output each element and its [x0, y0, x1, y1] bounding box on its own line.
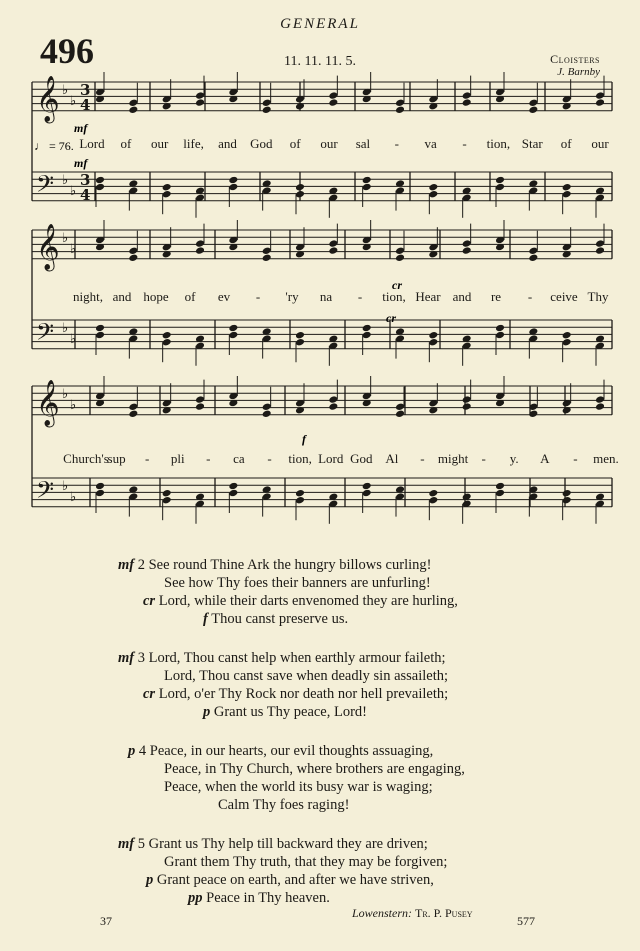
lyric-syllable: - [527, 289, 533, 304]
lyric-syllable: and [218, 136, 237, 151]
notehead [162, 183, 172, 192]
dynamic-mark: mf [118, 836, 135, 852]
notehead [528, 254, 538, 263]
treble-clef-icon: 𝄞 [36, 76, 60, 122]
translator-name: Tr. P. Pusey [415, 906, 473, 920]
notehead [495, 489, 505, 498]
lyric-syllable: - [394, 136, 399, 151]
verse-5-line-3 [146, 871, 434, 889]
notehead [228, 324, 238, 333]
time-signature: 3 [80, 171, 91, 189]
lyric-syllable: na [319, 289, 333, 304]
lyric-syllable: our [151, 136, 169, 151]
notehead [328, 98, 338, 107]
treble-clef-icon: 𝄞 [36, 224, 60, 270]
notehead [162, 489, 172, 498]
notehead [495, 183, 505, 192]
verse-line: Peace, in our hearts, our evil thoughts assuaging, [149, 743, 434, 759]
notehead [495, 482, 505, 491]
lyric-syllable: men. [593, 451, 619, 466]
lyric-syllable: Thy [587, 289, 609, 304]
notehead [395, 410, 405, 419]
notehead [295, 190, 305, 199]
verse-4-line-2 [164, 760, 465, 778]
notehead [428, 183, 438, 192]
verse-line: Peace, in Thy Church, where brothers are engaging, [164, 761, 465, 777]
notehead [528, 99, 538, 108]
notehead [428, 331, 438, 340]
notehead [562, 183, 572, 192]
verse-2-line-1 [118, 556, 431, 574]
verse-4-line-1 [128, 742, 433, 760]
lyric-syllable: va [424, 136, 437, 151]
verse-line: Grant us Thy help till backward they are driven; [148, 836, 428, 852]
notehead [195, 98, 205, 107]
lyric-syllable: - [267, 451, 272, 466]
notehead [95, 331, 105, 340]
lyric-syllable: A [540, 451, 550, 466]
notehead [95, 482, 105, 491]
lyric-syllable: - [420, 451, 425, 466]
notehead [162, 190, 172, 199]
verse-2-line-2 [164, 574, 431, 592]
notehead [295, 489, 305, 498]
dynamic-mark: mf [74, 156, 88, 170]
verse-3-line-3 [143, 685, 448, 703]
key-signature-icon: ♭ [62, 83, 69, 98]
hymn-number: 496 [40, 31, 94, 71]
verse-number: 3 [137, 650, 145, 666]
notehead [562, 489, 572, 498]
time-signature: 3 [80, 81, 91, 99]
notehead [362, 183, 372, 192]
lyric-syllable: of [560, 136, 572, 151]
bass-clef-icon: 𝄢 [36, 318, 55, 351]
lyric-syllable: - [206, 451, 211, 466]
dynamic-mark: cr [386, 311, 396, 325]
lyric-syllable: our [320, 136, 338, 151]
dynamic-mark: cr [143, 686, 156, 702]
notehead [462, 239, 472, 248]
lyric-syllable: - [462, 136, 467, 151]
notehead [162, 331, 172, 340]
notehead [495, 331, 505, 340]
section-header: GENERAL [280, 16, 360, 32]
verse-line: Lord, while their darts envenomed they are hurling, [158, 593, 458, 609]
lyric-syllable: tion, [288, 451, 312, 466]
tune-name: Cloisters [550, 52, 600, 66]
verse-line: Calm Thy foes raging! [218, 797, 350, 813]
notehead [162, 496, 172, 505]
verse-4-line-4 [218, 796, 349, 814]
notehead [595, 98, 605, 107]
lyric-syllable: life, [183, 136, 204, 151]
notehead [395, 403, 405, 412]
notehead [562, 331, 572, 340]
notehead [262, 247, 272, 256]
key-signature-icon: ♭ [62, 173, 69, 188]
lyric-syllable: of [184, 289, 196, 304]
verse-line: Thou canst preserve us. [211, 611, 349, 627]
key-signature-icon: ♭ [70, 184, 77, 199]
lyric-syllable: Church's [63, 451, 109, 466]
notehead [328, 91, 338, 100]
dynamic-mark: f [302, 432, 306, 446]
notehead [128, 403, 138, 412]
notehead [195, 402, 205, 411]
key-signature-icon: ♭ [70, 332, 77, 347]
notehead [95, 183, 105, 192]
lyric-syllable: sal [355, 136, 371, 151]
lyric-syllable: - [145, 451, 150, 466]
verse-2-line-4 [203, 610, 348, 628]
notehead [462, 395, 472, 404]
lyric-syllable: y. [509, 451, 519, 466]
author-name: Lowenstern: [352, 906, 412, 920]
lyric-syllable: Lord [318, 451, 344, 466]
notehead [328, 402, 338, 411]
notehead [362, 324, 372, 333]
lyric-syllable: - [255, 289, 261, 304]
notehead [328, 239, 338, 248]
lyric-syllable: night, [73, 289, 103, 304]
notehead [462, 246, 472, 255]
notehead [295, 496, 305, 505]
lyric-syllable: - [481, 451, 486, 466]
notehead [195, 246, 205, 255]
lyric-syllable: ceive [550, 289, 578, 304]
footer-number: 37 [100, 914, 112, 928]
notehead [595, 91, 605, 100]
key-signature-icon: ♭ [70, 398, 77, 413]
verse-line: Lord, Thou canst save when deadly sin assaileth; [164, 668, 449, 684]
notehead [262, 106, 272, 115]
verse-line: Peace in Thy heaven. [206, 890, 330, 906]
lyric-syllable: God [350, 451, 373, 466]
lyric-syllable: Star [521, 136, 543, 151]
notehead [362, 176, 372, 185]
lyric-syllable: sup [107, 451, 126, 466]
notehead [462, 98, 472, 107]
lyric-syllable: 'ry [285, 289, 299, 304]
verse-line: See how Thy foes their banners are unfurling! [164, 575, 431, 591]
dynamic-mark: mf [74, 121, 88, 135]
notehead [595, 246, 605, 255]
notehead [395, 247, 405, 256]
notehead [428, 489, 438, 498]
notehead [162, 338, 172, 347]
verse-2-line-3 [143, 592, 458, 610]
page-number: 577 [517, 914, 535, 928]
dynamic-mark: p [146, 872, 154, 888]
notehead [362, 482, 372, 491]
key-signature-icon: ♭ [70, 242, 77, 257]
notehead [395, 254, 405, 263]
lyric-syllable: our [591, 136, 609, 151]
notehead [595, 395, 605, 404]
notehead [295, 183, 305, 192]
verse-3-line-4 [203, 703, 367, 721]
key-signature-icon: ♭ [62, 479, 69, 494]
notehead [395, 106, 405, 115]
verse-5-line-4 [188, 889, 330, 907]
notehead [462, 91, 472, 100]
lyric-syllable: God [250, 136, 273, 151]
lyric-syllable: - [573, 451, 578, 466]
dynamic-mark: pp [188, 890, 203, 906]
verse-number: 4 [138, 743, 147, 759]
notehead [228, 176, 238, 185]
dynamic-mark: mf [118, 557, 135, 573]
notehead [428, 338, 438, 347]
author-credit [352, 906, 473, 921]
notehead [228, 183, 238, 192]
notehead [228, 489, 238, 498]
verse-number: 5 [137, 836, 145, 852]
notehead [362, 489, 372, 498]
notehead [95, 324, 105, 333]
notehead [495, 176, 505, 185]
lyric-syllable: Lord [79, 136, 105, 151]
key-signature-icon: ♭ [62, 231, 69, 246]
bass-clef-icon: 𝄢 [36, 476, 55, 509]
notehead [262, 403, 272, 412]
lyric-syllable: ca [233, 451, 245, 466]
lyric-syllable: might [437, 451, 469, 466]
lyric-syllable: hope [143, 289, 169, 304]
notehead [195, 239, 205, 248]
notehead [128, 106, 138, 115]
notehead [528, 247, 538, 256]
notehead [195, 395, 205, 404]
lyric-syllable: and [112, 289, 132, 304]
bass-clef-icon: 𝄢 [36, 170, 55, 203]
lyric-syllable: and [452, 289, 472, 304]
key-signature-icon: ♭ [70, 94, 77, 109]
key-signature-icon: ♭ [62, 321, 69, 336]
verse-3-line-1 [118, 649, 446, 667]
dynamic-mark: p [128, 743, 136, 759]
lyric-syllable: - [357, 289, 363, 304]
dynamic-mark: mf [118, 650, 135, 666]
verse-3-line-2 [164, 667, 448, 685]
verse-line: Grant peace on earth, and after we have striven, [156, 872, 434, 888]
lyric-syllable: Hear [415, 289, 441, 304]
notehead [262, 410, 272, 419]
lyric-syllable: pli [170, 451, 185, 466]
lyric-syllable: re [490, 289, 502, 304]
notehead [428, 190, 438, 199]
lyric-syllable: of [289, 136, 301, 151]
dynamic-mark: p [203, 704, 211, 720]
notehead [295, 338, 305, 347]
notehead [562, 338, 572, 347]
verse-line: Peace, when the world its busy war is waging; [164, 779, 433, 795]
notehead [595, 402, 605, 411]
lyric-syllable: tion, [486, 136, 511, 151]
notehead [128, 247, 138, 256]
notehead [595, 239, 605, 248]
notehead [328, 246, 338, 255]
treble-clef-icon: 𝄞 [36, 380, 60, 426]
lyric-syllable: of [120, 136, 132, 151]
notehead [128, 254, 138, 263]
verse-4-line-3 [164, 778, 433, 796]
key-signature-icon: ♭ [70, 490, 77, 505]
verse-line: Grant them Thy truth, that they may be forgiven; [164, 854, 448, 870]
notehead [195, 91, 205, 100]
verse-5-line-2 [164, 853, 447, 871]
notehead [362, 331, 372, 340]
dynamic-mark: f [203, 611, 208, 627]
verse-line: Lord, Thou canst help when earthly armour faileth; [148, 650, 446, 666]
hymn-meter: 11. 11. 11. 5. [284, 54, 356, 69]
notehead [428, 496, 438, 505]
lyric-syllable: Al [385, 451, 399, 466]
time-signature: 4 [80, 96, 91, 114]
notehead [562, 496, 572, 505]
notehead [128, 410, 138, 419]
notehead [395, 99, 405, 108]
notehead [562, 190, 572, 199]
notehead [262, 254, 272, 263]
notehead [328, 395, 338, 404]
notehead [228, 331, 238, 340]
notehead [528, 106, 538, 115]
notehead [495, 324, 505, 333]
verse-5-line-1 [118, 835, 428, 853]
notehead [262, 99, 272, 108]
tempo-marking: ♩ = 76. [34, 139, 74, 153]
composer-name: J. Barnby [557, 66, 600, 78]
notehead [128, 99, 138, 108]
lyric-syllable: tion, [382, 289, 406, 304]
verse-line: See round Thine Ark the hungry billows curling! [148, 557, 432, 573]
lyric-syllable: ev [217, 289, 231, 304]
notehead [95, 176, 105, 185]
verse-line: Lord, o'er Thy Rock nor death nor hell prevaileth; [158, 686, 449, 702]
key-signature-icon: ♭ [62, 387, 69, 402]
time-signature: 4 [80, 186, 91, 204]
dynamic-mark: cr [143, 593, 156, 609]
notehead [228, 482, 238, 491]
notehead [295, 331, 305, 340]
verse-line: Grant us Thy peace, Lord! [213, 704, 368, 720]
dynamic-mark: cr [392, 278, 402, 292]
notehead [95, 489, 105, 498]
verse-number: 2 [137, 557, 145, 573]
notehead [462, 402, 472, 411]
